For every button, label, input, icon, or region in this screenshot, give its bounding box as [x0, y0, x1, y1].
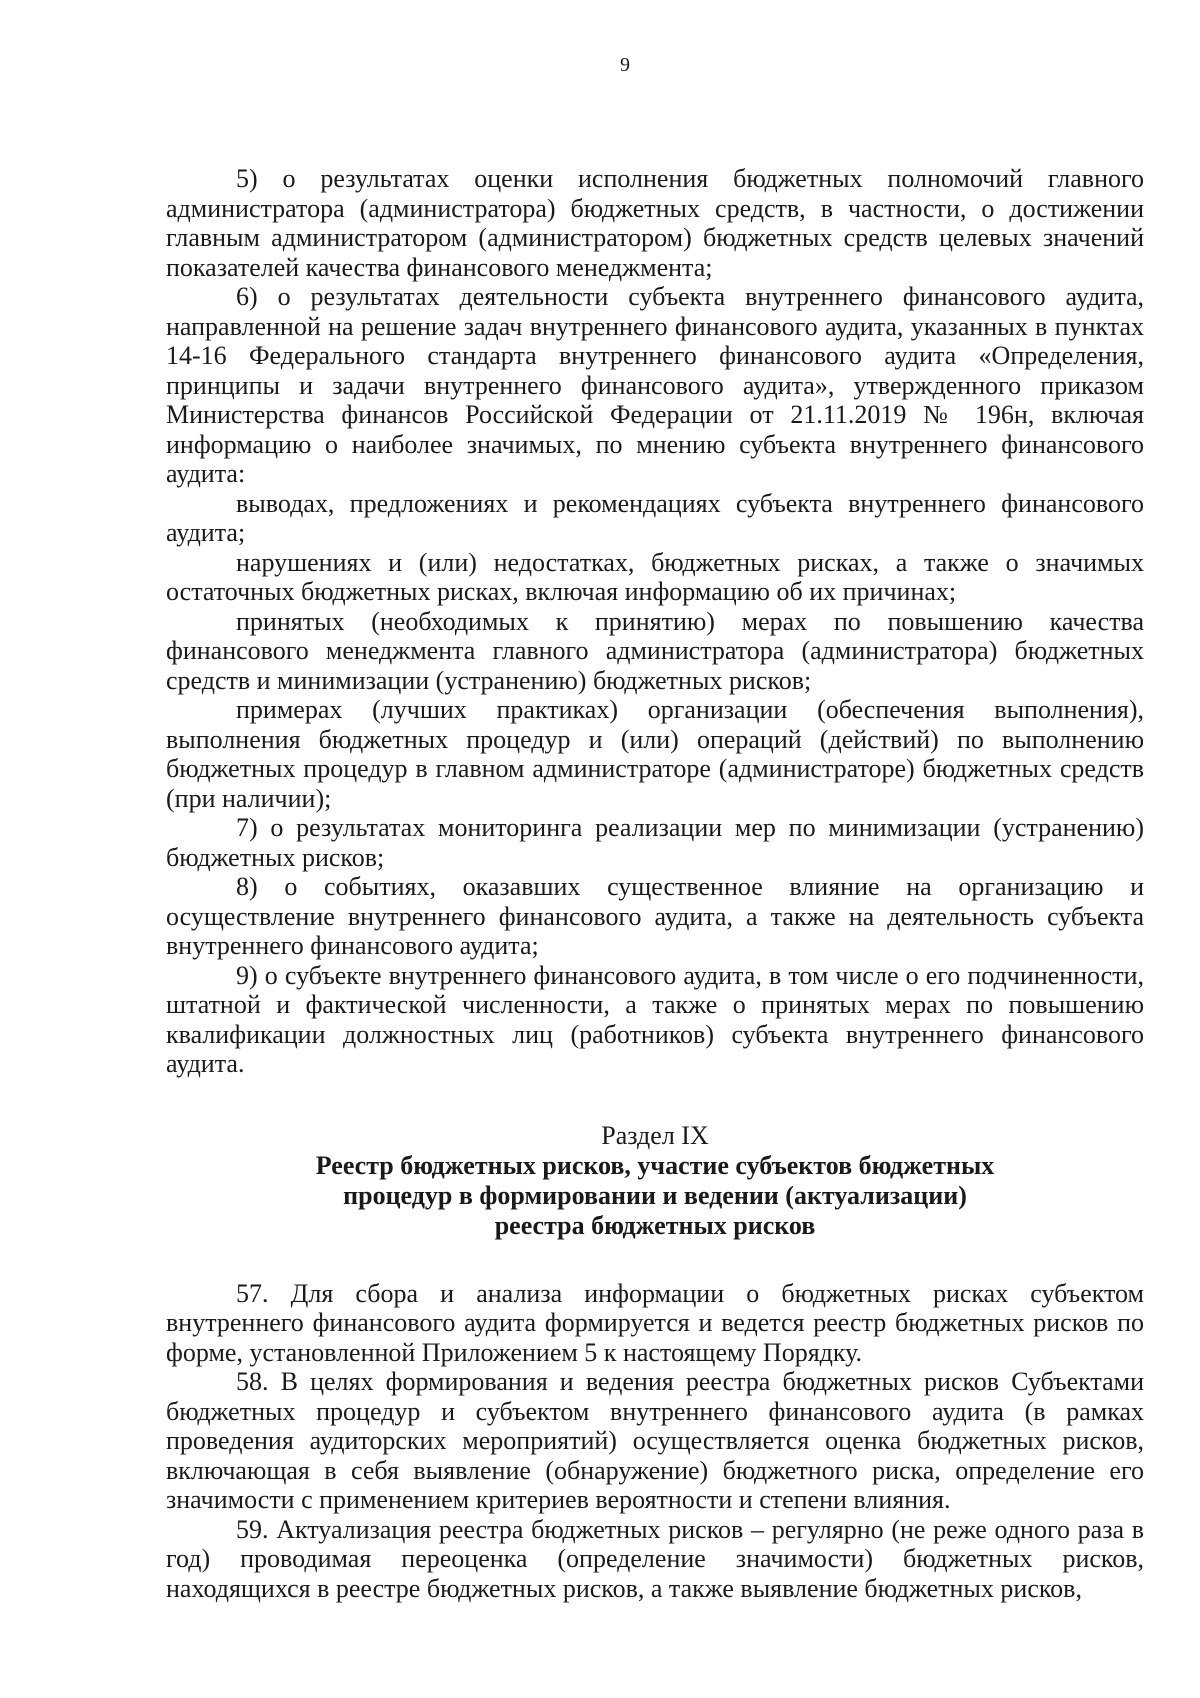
paragraph-item-9: 9) о субъекте внутреннего финансового аудита, в том числе о его подчиненности, штатной и фактической численности, а также о принятых мерах по повышению квалификации должностных лиц (работников) субъекта внутреннего финансового аудита.: [166, 960, 1144, 1078]
paragraph-item-6: 6) о результатах деятельности субъекта внутреннего финансового аудита, направленной на решение задач внутреннего финансового аудита, указанных в пунктах 14-16 Федерального стандарта внутреннего финансового аудита «Определения, принципы и задачи внутреннего финансового аудита», утвержденного приказом Министерства финансов Российской Федерации от 21.11.2019 № 196н, включая информацию о наиболее значимых, по мнению субъекта внутреннего финансового аудита:: [166, 282, 1144, 488]
page-number: 9: [620, 54, 630, 76]
paragraph-item-8: 8) о событиях, оказавших существенное влияние на организацию и осуществление внутреннего финансового аудита, а также на деятельность субъекта внутреннего финансового аудита;: [166, 872, 1144, 960]
section-title-line: реестра бюджетных рисков: [494, 1210, 816, 1240]
paragraph-conclusions: выводах, предложениях и рекомендациях субъекта внутреннего финансового аудита;: [166, 488, 1144, 547]
paragraph-item-7: 7) о результатах мониторинга реализации мер по минимизации (устранению) бюджетных рисков;: [166, 813, 1144, 872]
section-title-line: процедур в формировании и ведении (актуализации): [343, 1180, 967, 1210]
paragraph-item-5: 5) о результатах оценки исполнения бюджетных полномочий главного администратора (администратора) бюджетных средств, в частности, о достижении главным администратором (администратором) бюджетных средств целевых значений показателей качества финансового менеджмента;: [166, 164, 1144, 282]
paragraph-58: 58. В целях формирования и ведения реестра бюджетных рисков Субъектами бюджетных процедур и субъектом внутреннего финансового аудита (в рамках проведения аудиторских мероприятий) осуществляется оценка бюджетных рисков, включающая в себя выявление (обнаружение) бюджетного риска, определение его значимости с применением критериев вероятности и степени влияния.: [166, 1367, 1144, 1514]
paragraph-examples: примерах (лучших практиках) организации (обеспечения выполнения), выполнения бюджетных процедур и (или) операций (действий) по выполнению бюджетных процедур в главном администраторе (администраторе) бюджетных средств (при наличии);: [166, 695, 1144, 813]
paragraph-57: 57. Для сбора и анализа информации о бюджетных рисках субъектом внутреннего финансового аудита формируется и ведется реестр бюджетных рисков по форме, установленной Приложением 5 к настоящему Порядку.: [166, 1278, 1144, 1367]
section-heading: [166, 1121, 1144, 1241]
paragraph-violations: нарушениях и (или) недостатках, бюджетных рисках, а также о значимых остаточных бюджетных рисках, включая информацию об их причинах;: [166, 547, 1144, 606]
paragraph-measures: принятых (необходимых к принятию) мерах по повышению качества финансового менеджмента главного администратора (администратора) бюджетных средств и минимизации (устранению) бюджетных рисков;: [166, 606, 1144, 695]
paragraph-59: 59. Актуализация реестра бюджетных рисков – регулярно (не реже одного раза в год) проводимая переоценка (определение значимости) бюджетных рисков, находящихся в реестре бюджетных рисков, а также выявление бюджетных рисков,: [166, 1514, 1144, 1603]
document-body: [166, 164, 1144, 1603]
section-title-line: Реестр бюджетных рисков, участие субъектов бюджетных: [315, 1150, 995, 1180]
section-label: Раздел IX: [601, 1120, 709, 1150]
